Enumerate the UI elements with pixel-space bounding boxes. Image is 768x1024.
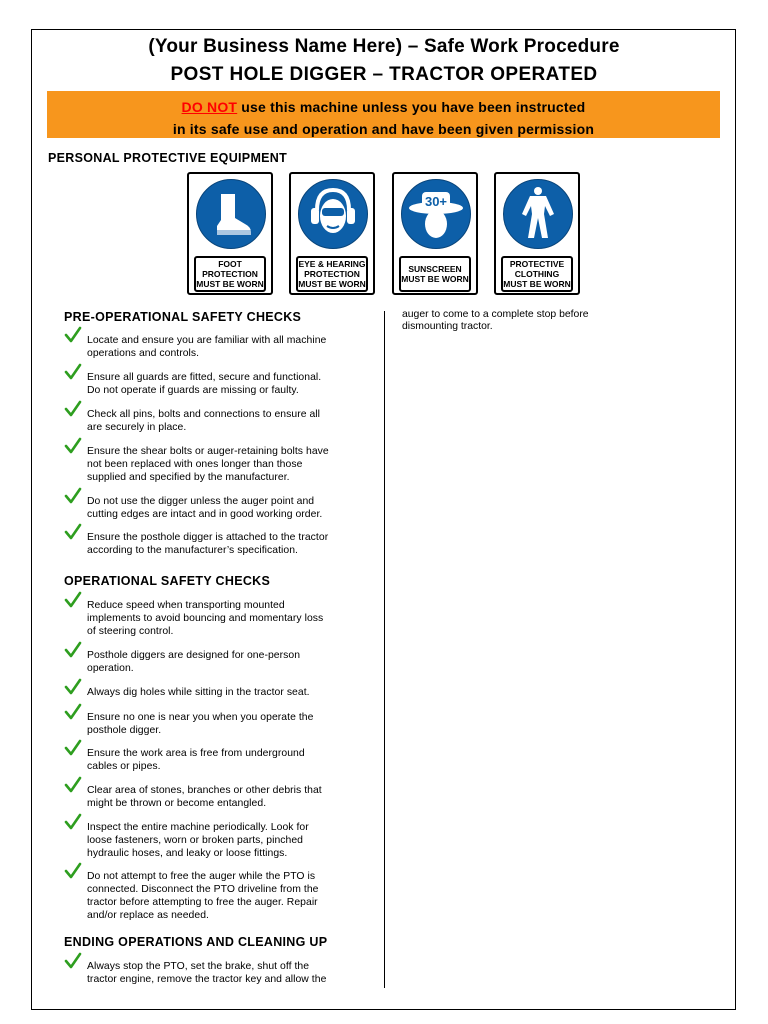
checkmark-icon <box>64 739 82 757</box>
operational-heading: OPERATIONAL SAFETY CHECKS <box>64 574 271 588</box>
checkmark-icon <box>64 487 82 505</box>
boot-icon <box>196 179 266 249</box>
ppe-sign-label: FOOT PROTECTION MUST BE WORN <box>194 256 266 292</box>
checkmark-icon <box>64 862 82 880</box>
ppe-sign-label: PROTECTIVE CLOTHING MUST BE WORN <box>501 256 573 292</box>
checkmark-icon <box>64 813 82 831</box>
checkmark-icon <box>64 952 82 970</box>
ppe-sign-label: EYE & HEARING PROTECTION MUST BE WORN <box>296 256 368 292</box>
warning-banner <box>47 91 720 138</box>
checkmark-icon <box>64 678 82 696</box>
checkmark-icon <box>64 363 82 381</box>
ppe-sign-clothing <box>494 172 580 295</box>
checkmark-icon <box>64 437 82 455</box>
warning-line-1 <box>47 96 720 118</box>
ending-heading: ENDING OPERATIONS AND CLEANING UP <box>64 935 328 949</box>
spf-text: 30+ <box>424 194 448 209</box>
do-not-text: DO NOT <box>181 99 238 115</box>
checkmark-icon <box>64 776 82 794</box>
checkmark-icon <box>64 591 82 609</box>
checkmark-icon <box>64 400 82 418</box>
page-title: (Your Business Name Here) – Safe Work Procedure <box>148 36 620 57</box>
sun-hat-icon <box>401 179 471 249</box>
checkmark-icon <box>64 641 82 659</box>
ppe-sign-sunscreen <box>392 172 478 295</box>
goggles-earmuffs-icon <box>298 179 368 249</box>
checkmark-icon <box>64 703 82 721</box>
warning-line-1-rest: use this machine unless you have been instructed <box>237 99 586 115</box>
ending-continued-text: auger to come to a complete stop before dismounting tractor. <box>402 309 589 332</box>
checkmark-icon <box>64 326 82 344</box>
page-subtitle: POST HOLE DIGGER – TRACTOR OPERATED <box>170 64 598 85</box>
ppe-heading: PERSONAL PROTECTIVE EQUIPMENT <box>48 151 288 165</box>
ppe-sign-eye-hearing <box>289 172 375 295</box>
coverall-icon <box>503 179 573 249</box>
warning-line-2: in its safe use and operation and have been given permission <box>172 121 595 137</box>
ppe-sign-label: SUNSCREEN MUST BE WORN <box>399 256 471 292</box>
checkmark-icon <box>64 523 82 541</box>
pre-operational-heading: PRE-OPERATIONAL SAFETY CHECKS <box>64 310 302 324</box>
ppe-sign-foot <box>187 172 273 295</box>
column-divider <box>384 311 385 988</box>
